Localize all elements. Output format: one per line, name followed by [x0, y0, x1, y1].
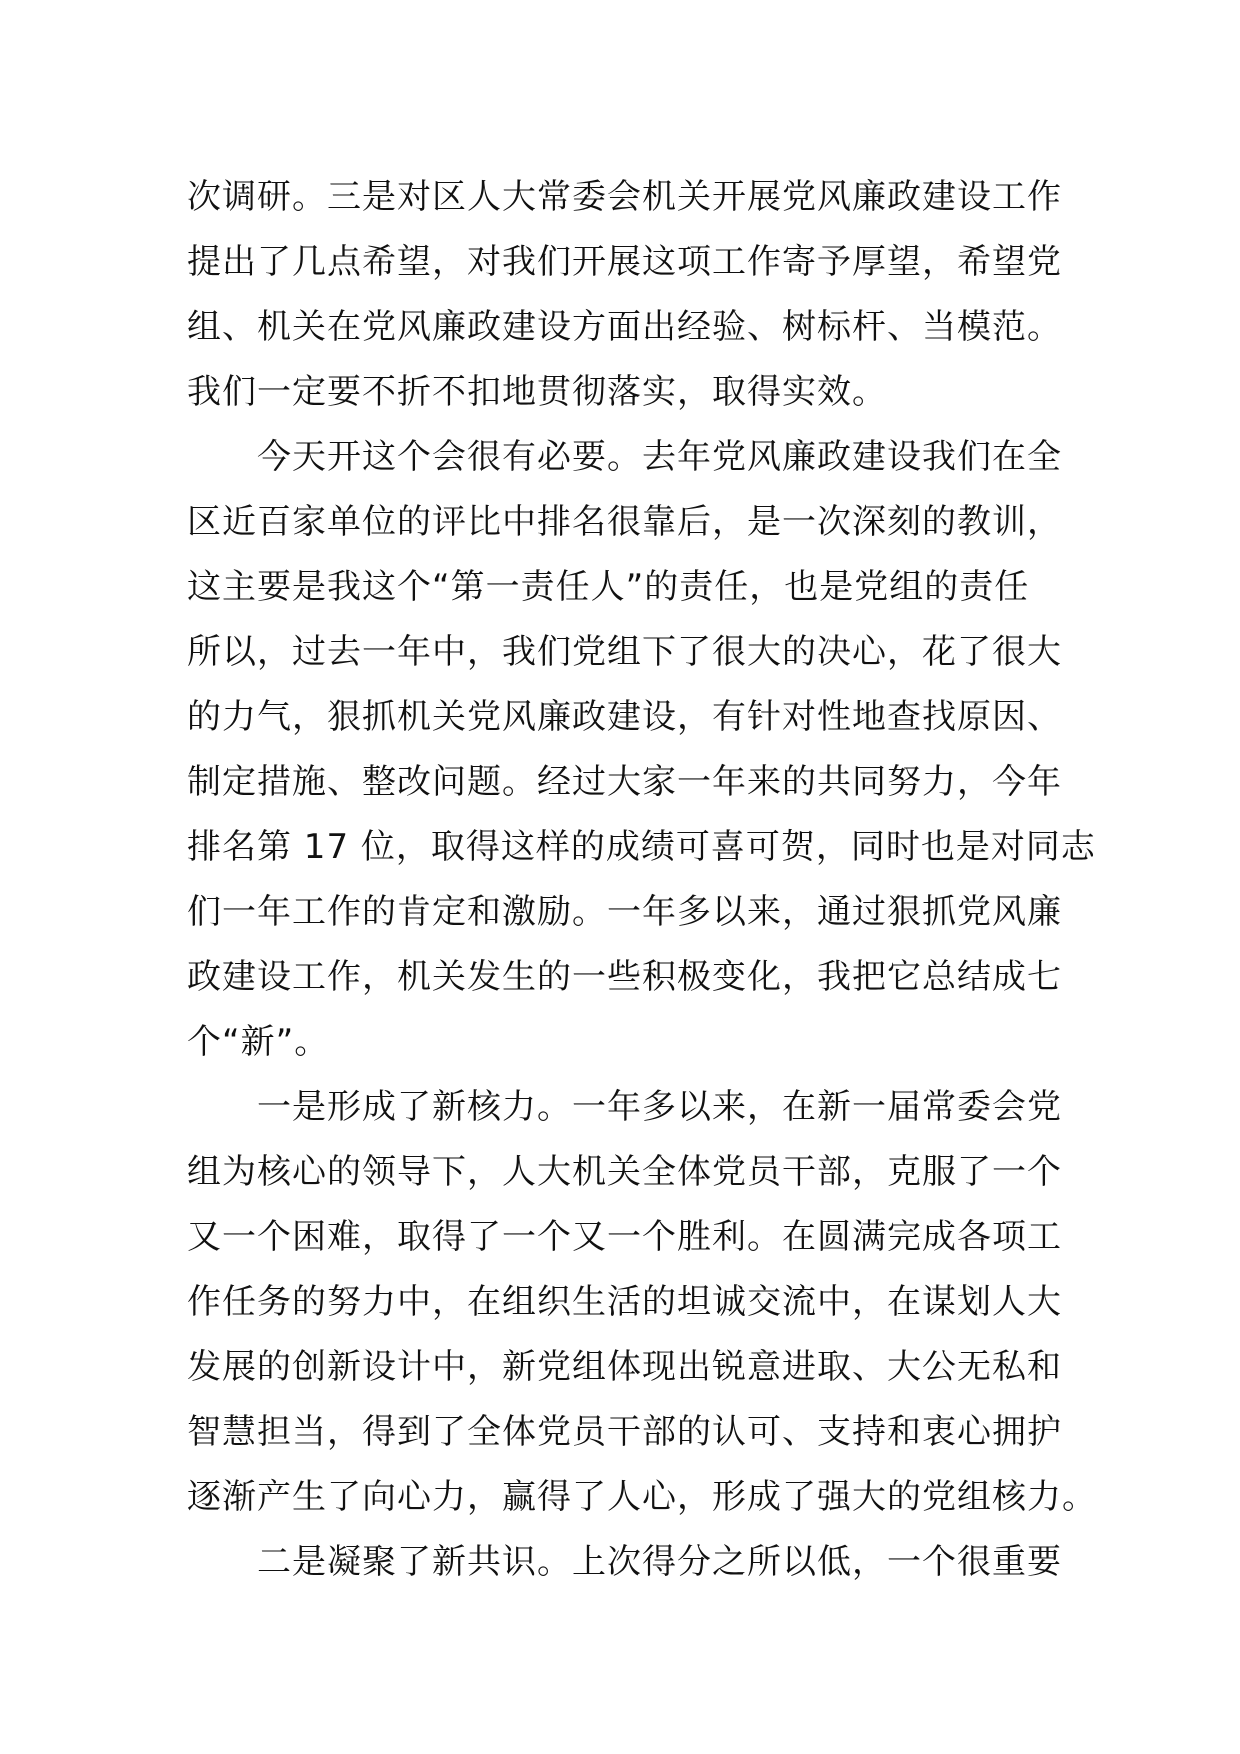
paragraph-first-line: 今天开这个会很有必要。去年党风廉政建设我们在全 [257, 437, 1062, 477]
text-line: 智慧担当，得到了全体党员干部的认可、支持和衷心拥护 [187, 1412, 1062, 1452]
text-line: 们一年工作的肯定和激励。一年多以来，通过狠抓党风廉 [187, 892, 1062, 932]
text-line: 发展的创新设计中，新党组体现出锐意进取、大公无私和 [187, 1347, 1062, 1387]
text-line: 制定措施、整改问题。经过大家一年来的共同努力，今年 [187, 762, 1062, 802]
text-line: 提出了几点希望，对我们开展这项工作寄予厚望，希望党 [187, 242, 1062, 282]
text-line: 作任务的努力中，在组织生活的坦诚交流中，在谋划人大 [187, 1282, 1062, 1322]
text-line: 又一个困难，取得了一个又一个胜利。在圆满完成各项工 [187, 1217, 1062, 1257]
text-line: 这主要是我这个“第一责任人”的责任，也是党组的责任 [187, 567, 1030, 607]
text-line: 我们一定要不折不扣地贯彻落实，取得实效。 [187, 372, 887, 412]
paragraph-first-line: 二是凝聚了新共识。上次得分之所以低，一个很重要 [257, 1542, 1062, 1582]
text-line: 次调研。三是对区人大常委会机关开展党风廉政建设工作 [187, 177, 1062, 217]
text-line: 排名第 17 位，取得这样的成绩可喜可贺，同时也是对同志 [187, 827, 1096, 867]
text-line: 政建设工作，机关发生的一些积极变化，我把它总结成七 [187, 957, 1062, 997]
document-body [187, 165, 1097, 1595]
text-line: 组、机关在党风廉政建设方面出经验、树标杆、当模范。 [187, 307, 1062, 347]
paragraph-first-line: 一是形成了新核力。一年多以来，在新一届常委会党 [257, 1087, 1062, 1127]
text-line: 组为核心的领导下，人大机关全体党员干部，克服了一个 [187, 1152, 1062, 1192]
text-line: 逐渐产生了向心力，赢得了人心，形成了强大的党组核力。 [187, 1477, 1097, 1517]
text-line: 所以，过去一年中，我们党组下了很大的决心，花了很大 [187, 632, 1062, 672]
text-line: 个“新”。 [187, 1022, 330, 1062]
text-line: 的力气，狠抓机关党风廉政建设，有针对性地查找原因、 [187, 697, 1062, 737]
text-line: 区近百家单位的评比中排名很靠后，是一次深刻的教训， [187, 502, 1062, 542]
